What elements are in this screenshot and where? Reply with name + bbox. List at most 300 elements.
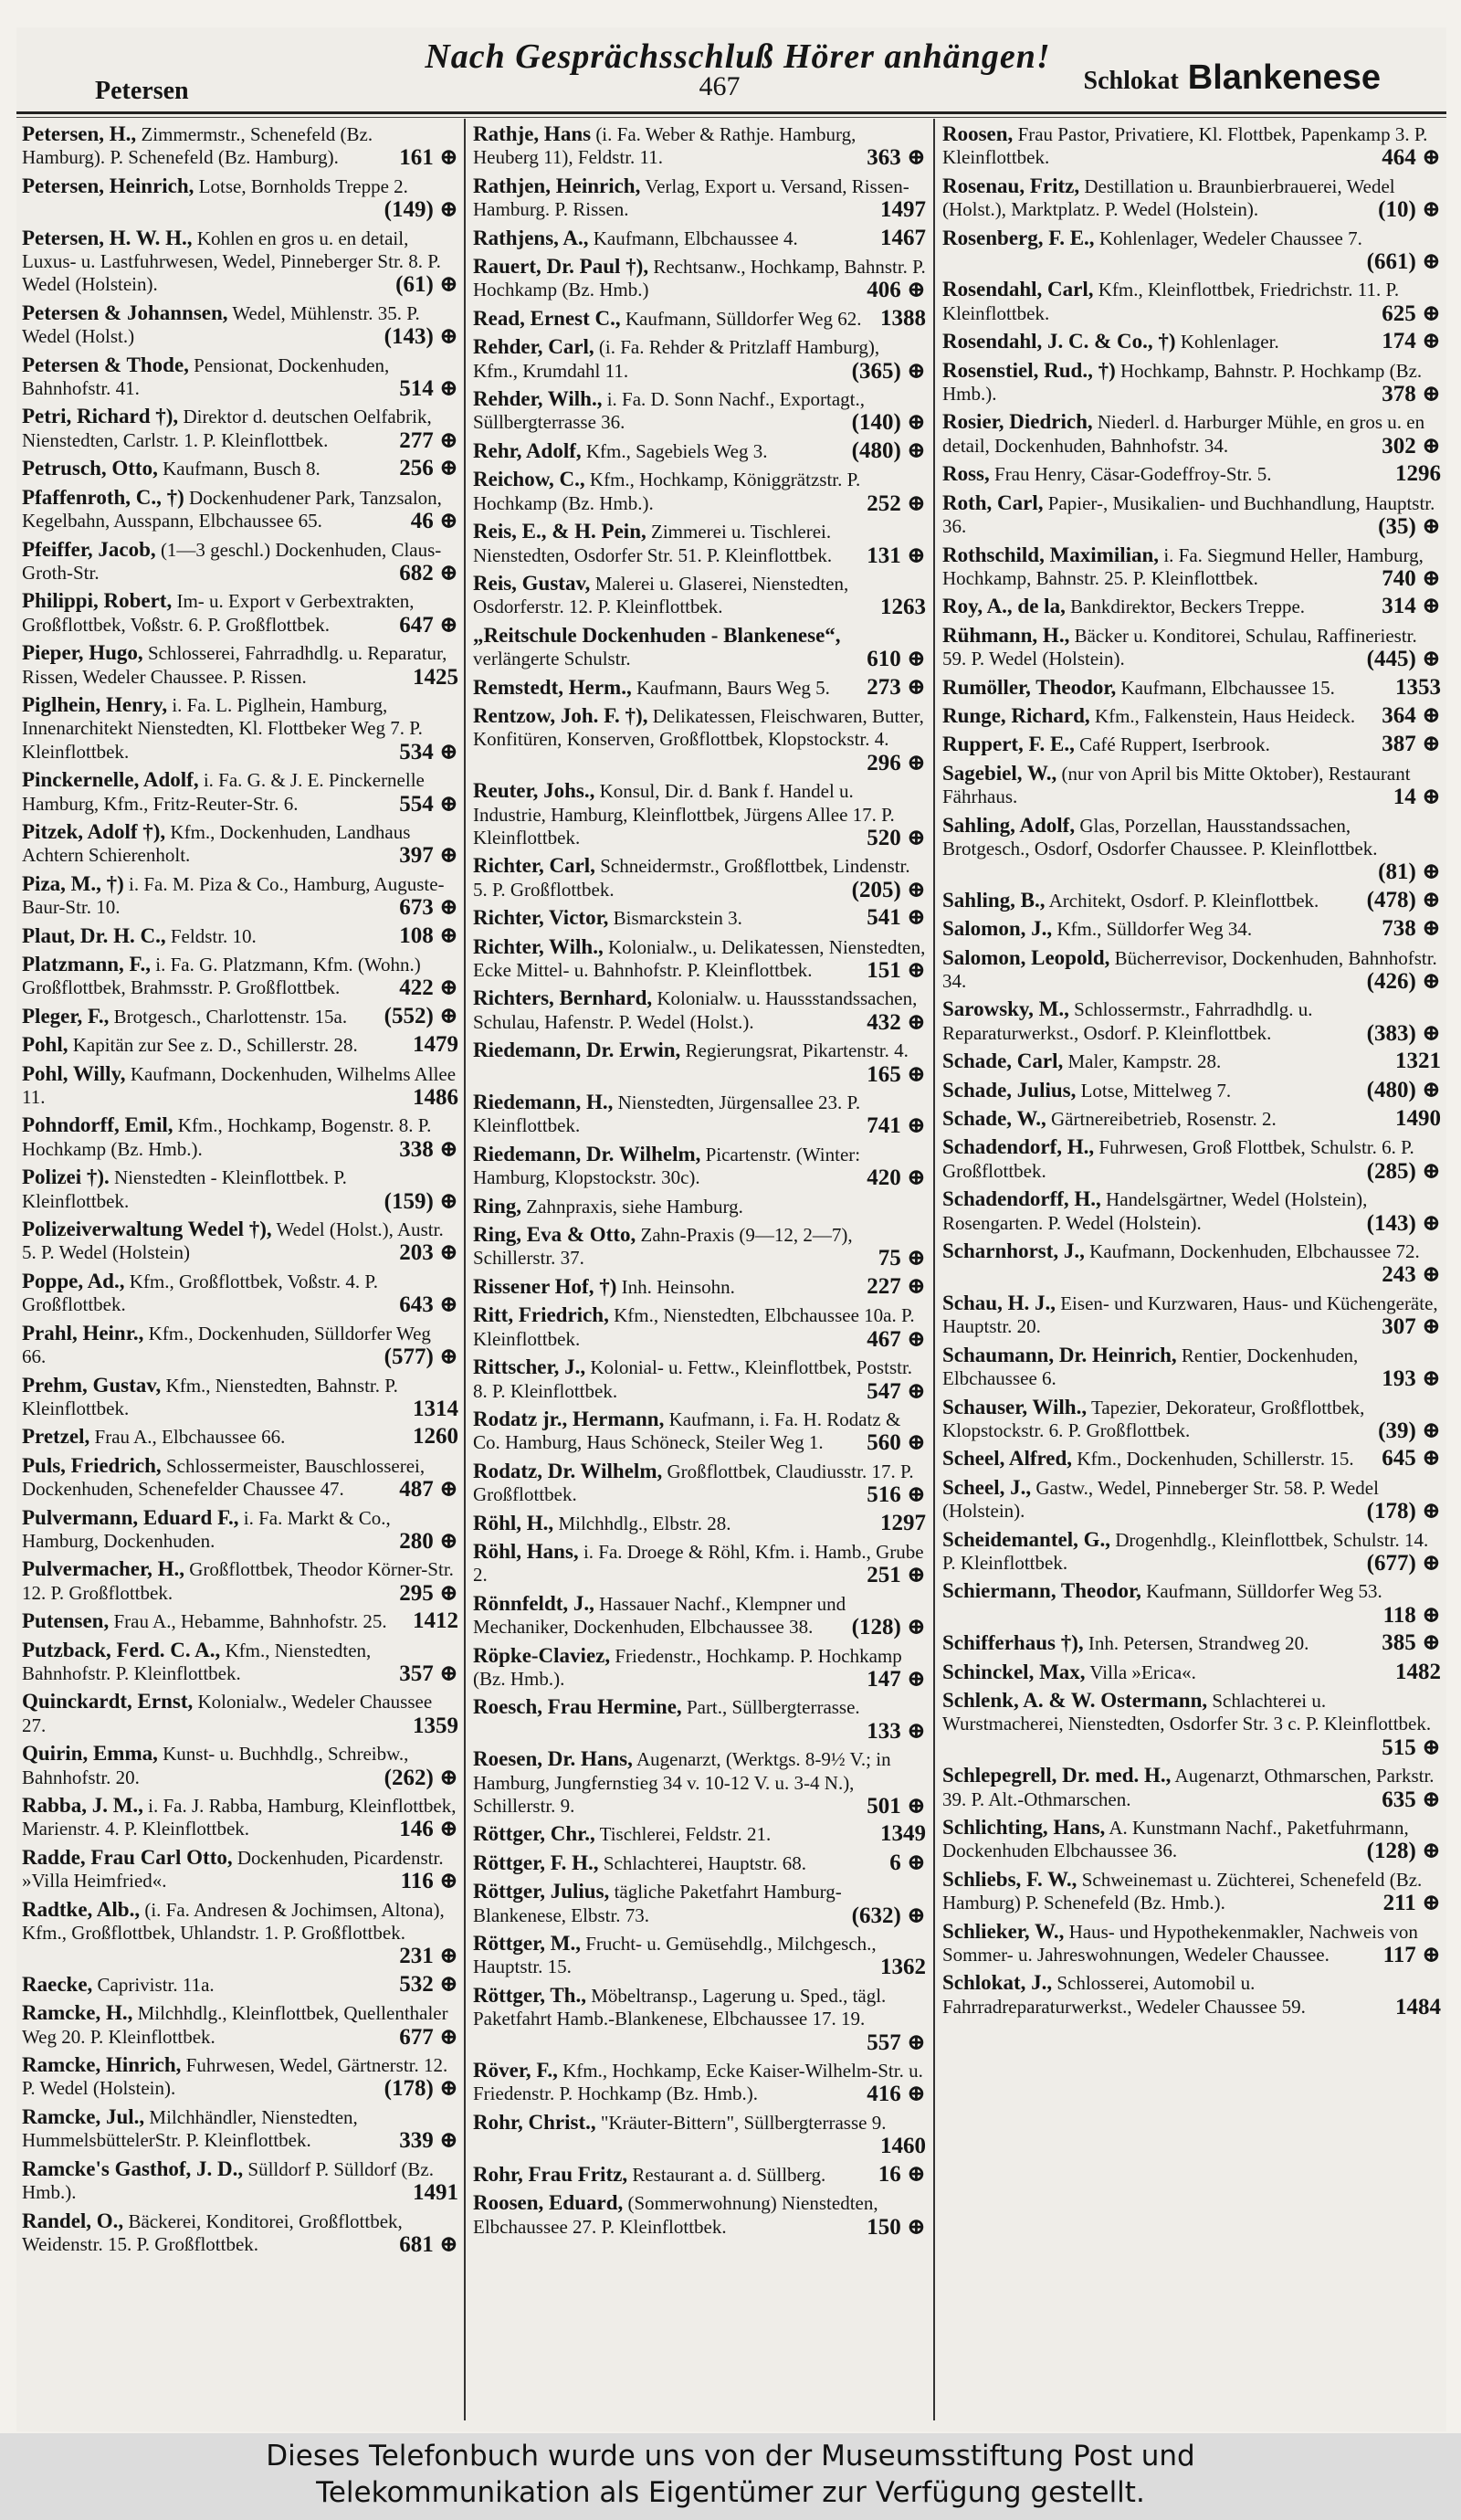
entry-details: Zahnpraxis, siehe Hamburg. (526, 1195, 743, 1218)
entry-details: Großflottbek, Theodor Körner-Str. 12. P. Großflottbek. (22, 1558, 454, 1604)
directory-entry (942, 733, 1441, 756)
entry-phone-number: 557 ⊕ (867, 2030, 926, 2055)
entry-name: Rathje, Hans (473, 122, 592, 145)
entry-name: Scheel, Alfred, (942, 1447, 1073, 1471)
entry-details: Nienstedten - Kleinflottbek. P. Kleinflottbek. (22, 1166, 347, 1212)
entry-name: Schadendorff, H., (942, 1187, 1101, 1211)
directory-entry (942, 174, 1441, 222)
left-keyword: Petersen (95, 77, 189, 105)
entry-details: A. Kunstmann Nachf., Paketfuhrmann, Dockenhuden Elbchaussee 36. (942, 1817, 1409, 1862)
entry-details: Frau A., Hebamme, Bahnhofstr. 25. (113, 1610, 387, 1633)
entry-phone-number: (677) ⊕ (1366, 1550, 1441, 1576)
entry-details: Schweinemast u. Züchterei, Schenefeld (Bz. Hamburg) P. Schenefeld (Bz. Hmb.). (942, 1868, 1423, 1914)
entry-phone-number: 625 ⊕ (1382, 301, 1441, 326)
entry-name: Richter, Victor, (473, 906, 609, 930)
entry-details: Direktor d. deutschen Oelfabrik, Nienstedten, Carlstr. 1. P. Kleinflottbek. (22, 406, 432, 451)
entry-name: Scharnhorst, J., (942, 1239, 1085, 1263)
entry-details: Picartenstr. (Winter: Hamburg, Klopstockstr. 30c). (473, 1143, 861, 1189)
entry-phone-number: (632) ⊕ (851, 1903, 926, 1928)
directory-entry (473, 704, 926, 775)
directory-entry (22, 2157, 458, 2205)
entry-details: Kfm., Kleinflottbek, Friedrichstr. 11. P. Kleinflottbek. (942, 279, 1400, 324)
directory-entry (942, 1396, 1441, 1443)
entry-details: Handelsgärtner, Wedel (Holstein), Rosengarten. P. Wedel (Holstein). (942, 1188, 1368, 1234)
entry-details: (nur von April bis Mitte Oktober), Restaurant Fährhaus. (942, 762, 1411, 808)
directory-entry (942, 1661, 1441, 1684)
entry-name: Rosendahl, J. C. & Co., †) (942, 330, 1176, 353)
directory-entry (22, 1374, 458, 1421)
entry-name: Prehm, Gustav, (22, 1373, 162, 1397)
entry-name: Röttger, F. H., (473, 1850, 599, 1874)
entry-name: Remstedt, Herm., (473, 675, 632, 699)
entry-name: Reuter, Johs., (473, 779, 595, 803)
entry-details: Wedel (Holst.), Austr. 5. P. Wedel (Holstein) (22, 1218, 444, 1264)
entry-details: Glas, Porzellan, Hausstandssachen, Brotgesch., Osdorf, Osdorfer Chaussee. P. Kleinflottbek. (942, 814, 1378, 859)
entry-phone-number: 1497 (880, 197, 926, 223)
entry-details: Frau Pastor, Privatiere, Kl. Flottbek, Papenkamp 3. P. Kleinflottbek. (942, 123, 1428, 169)
entry-name: Ramcke, H., (22, 2001, 133, 2025)
entry-phone-number: 1359 (413, 1713, 458, 1738)
entry-phone-number: 280 ⊕ (399, 1528, 458, 1554)
directory-entry (942, 1079, 1441, 1102)
entry-phone-number: 277 ⊕ (399, 427, 458, 453)
directory-entry (942, 491, 1441, 539)
entry-details: Tischlerei, Feldstr. 21. (599, 1823, 772, 1846)
entry-name: Richter, Carl, (473, 854, 595, 878)
directory-entry (942, 1868, 1441, 1915)
entry-name: Salomon, Leopold, (942, 945, 1110, 969)
entry-name: Rauert, Dr. Paul †), (473, 255, 649, 279)
header-rule-thin (16, 117, 1446, 118)
entry-details: Bücherrevisor, Dockenhuden, Bahnhofstr. 34. (942, 946, 1437, 992)
entry-name: Rohr, Frau Fritz, (473, 2162, 628, 2186)
entry-details: (i. Fa. Weber & Rathje. Hamburg, Heuberg 11), Feldstr. 11. (473, 123, 857, 169)
directory-entry (942, 462, 1441, 486)
entry-phone-number: 378 ⊕ (1382, 382, 1441, 407)
entry-details: i. Fa. J. Rabba, Hamburg, Kleinflottbek, Marienstr. 4. P. Kleinflottbek. (22, 1795, 457, 1840)
entry-name: Pretzel, (22, 1425, 90, 1449)
entry-name: Sagebiel, W., (942, 761, 1057, 785)
entry-details: Kaufmann, Busch 8. (163, 458, 321, 480)
entry-name: Pohl, (22, 1033, 68, 1057)
entry-details: tägliche Paketfahrt Hamburg-Blankenese, Elbstr. 73. (473, 1881, 842, 1926)
entry-details: (1—3 geschl.) Dockenhuden, Claus-Groth-Str. (22, 538, 442, 584)
directory-entry (22, 1165, 458, 1213)
directory-entry (22, 1218, 458, 1265)
entry-name: Rühmann, H., (942, 623, 1070, 647)
entry-details: Konsul, Dir. d. Bank f. Handel u. Industrie, Hamburg, Kleinflottbek, Jürgens Allee 17. P. Kleinflottbek. (473, 780, 895, 849)
entry-phone-number: (143) ⊕ (384, 324, 458, 350)
entry-name: Radtke, Alb., (22, 1897, 141, 1921)
directory-entry (473, 1303, 926, 1351)
entry-details: Schneidermstr., Großflottbek, Lindenstr. 5. P. Großflottbek. (473, 855, 910, 901)
directory-entry (473, 986, 926, 1034)
entry-name: Pulvermann, Eduard F., (22, 1505, 239, 1529)
entry-name: Ring, Eva & Otto, (473, 1223, 636, 1247)
entry-phone-number: 193 ⊕ (1382, 1366, 1441, 1392)
entry-name: Rohr, Christ., (473, 2110, 596, 2134)
entry-name: Pulvermacher, H., (22, 1557, 185, 1581)
entry-name: Scheidemantel, G., (942, 1527, 1110, 1551)
entry-name: Platzmann, F., (22, 953, 151, 975)
directory-entry (942, 1135, 1441, 1183)
entry-phone-number: 296 ⊕ (867, 750, 926, 775)
entry-details: Delikatessen, Fleischwaren, Butter, Konfitüren, Konserven, Großflottbek, Klopstockstr. 4. (473, 704, 924, 751)
entry-details: Frau Henry, Cäsar-Godeffroy-Str. 5. (994, 463, 1272, 486)
entry-name: Ramcke, Hinrich, (22, 2053, 182, 2077)
entry-phone-number: 363 ⊕ (867, 145, 926, 171)
directory-entry (22, 641, 458, 689)
entry-name: Riedemann, Dr. Wilhelm, (473, 1142, 701, 1165)
directory-entry (22, 405, 458, 452)
directory-entry (942, 997, 1441, 1045)
entry-name: Reis, E., & H. Pein, (473, 520, 646, 543)
entry-details: Nienstedten, Jürgensallee 23. P. Kleinflottbek. (473, 1091, 861, 1137)
entry-phone-number: 1484 (1395, 1994, 1441, 2019)
entry-phone-number: 1362 (880, 1955, 926, 1980)
entry-name: Schlieker, W., (942, 1919, 1065, 1943)
entry-phone-number: 151 ⊕ (867, 958, 926, 983)
entry-name: Pinckernelle, Adolf, (22, 768, 199, 792)
entry-details: Kfm., Großflottbek, Voßstr. 4. P. Großflottbek. (22, 1270, 378, 1316)
directory-entry (473, 307, 926, 331)
entry-details: i. Fa. G. & J. E. Pinckernelle Hamburg, Kfm., Fritz-Reuter-Str. 6. (22, 769, 425, 815)
column-2 (473, 122, 926, 2424)
entry-phone-number: 118 ⊕ (1382, 1602, 1441, 1628)
entry-phone-number: 46 ⊕ (410, 509, 458, 534)
directory-entry (473, 1195, 926, 1218)
entry-phone-number: (35) ⊕ (1378, 514, 1441, 540)
directory-entry (22, 1794, 458, 1841)
entry-name: Pieper, Hugo, (22, 641, 143, 665)
entry-details: Milchhdlg., Kleinflottbek, Quellenthaler Weg 20. P. Kleinflottbek. (22, 2002, 448, 2048)
entry-details: i. Fa. L. Piglhein, Hamburg, Innenarchitekt Nienstedten, Kl. Flottbeker Weg 7. P. Kleinflottbek. (22, 693, 423, 763)
entry-phone-number: 1349 (880, 1821, 926, 1847)
entry-name: Rodatz jr., Hermann, (473, 1407, 665, 1430)
entry-name: Reis, Gustav, (473, 571, 591, 595)
entry-phone-number: 610 ⊕ (867, 647, 926, 672)
entry-details: Gärtnereibetrieb, Rosenstr. 2. (1051, 1108, 1277, 1131)
entry-phone-number: 117 ⊕ (1382, 1943, 1441, 1968)
entry-phone-number: 1263 (880, 595, 926, 620)
entry-phone-number: 150 ⊕ (867, 2214, 926, 2240)
entry-details: Hassauer Nachf., Klempner und Mechaniker, Dockenhuden, Elbchaussee 38. (473, 1592, 846, 1639)
directory-entry (22, 820, 458, 868)
entry-name: Roy, A., de la, (942, 595, 1066, 618)
directory-entry (22, 1005, 458, 1028)
entry-details: Wedel, Mühlenstr. 35. P. Wedel (Holst.) (22, 301, 420, 348)
entry-name: Puls, Friedrich, (22, 1453, 162, 1477)
entry-phone-number: 673 ⊕ (399, 895, 458, 921)
entry-phone-number: 174 ⊕ (1382, 329, 1441, 354)
entry-phone-number: 6 ⊕ (889, 1850, 926, 1875)
directory-entry (942, 1579, 1441, 1627)
entry-details: Architekt, Osdorf. P. Kleinflottbek. (1048, 889, 1319, 912)
entry-details: Im- u. Export v Gerbextrakten, Großflottbek, Voßstr. 6. P. Großflottbek. (22, 590, 415, 636)
entry-details: Gastw., Wedel, Pinneberger Str. 58. P. Wedel (Holstein). (942, 1476, 1379, 1523)
entry-details: Kfm., Sülldorfer Weg 34. (1056, 918, 1253, 941)
entry-details: Kaufmann, Sülldorfer Weg 53. (1146, 1580, 1382, 1603)
directory-entry (473, 1592, 926, 1640)
directory-entry (22, 2053, 458, 2101)
entry-phone-number: 681 ⊕ (399, 2231, 458, 2257)
entry-phone-number: 307 ⊕ (1382, 1314, 1441, 1340)
entry-phone-number: 501 ⊕ (867, 1794, 926, 1819)
entry-phone-number: (262) ⊕ (384, 1765, 458, 1790)
directory-entry (942, 814, 1441, 884)
directory-entry (473, 2191, 926, 2239)
entry-name: Sahling, Adolf, (942, 813, 1076, 837)
entry-details: Kaufmann, i. Fa. H. Rodatz & Co. Hamburg, Haus Schöneck, Steiler Weg 1. (473, 1408, 901, 1454)
entry-phone-number: (552) ⊕ (384, 1003, 458, 1028)
directory-entry (473, 2059, 926, 2106)
entry-details: Milchhändler, Nienstedten, HummelsbüttelerStr. P. Kleinflottbek. (22, 2105, 358, 2152)
directory-entry (22, 174, 458, 222)
directory-entry (22, 2105, 458, 2153)
entry-phone-number: 251 ⊕ (867, 1563, 926, 1588)
entry-details: Kaufmann, Baurs Weg 5. (636, 676, 830, 699)
entry-phone-number: 243 ⊕ (1382, 1262, 1441, 1288)
entry-name: Reichow, C., (473, 468, 585, 491)
directory-entry (942, 917, 1441, 941)
entry-details: Milchhdlg., Elbstr. 28. (558, 1512, 731, 1534)
entry-name: Schaumann, Dr. Heinrich, (942, 1343, 1177, 1366)
directory-entry (473, 1408, 926, 1455)
entry-name: Randel, O., (22, 2209, 124, 2232)
directory-entry (942, 1920, 1441, 1967)
entry-details: i. Fa. Siegmund Heller, Hamburg, Hochkamp, Bahnstr. 25. P. Kleinflottbek. (942, 543, 1424, 589)
directory-entry (473, 1223, 926, 1271)
entry-name: Schifferhaus †), (942, 1631, 1084, 1655)
entry-name: Röver, F., (473, 2059, 558, 2082)
directory-entry (942, 1239, 1441, 1287)
entry-phone-number: (159) ⊕ (384, 1188, 458, 1214)
entry-phone-number: (577) ⊕ (384, 1344, 458, 1370)
directory-entry (22, 1425, 458, 1449)
directory-entry (942, 543, 1441, 591)
entry-details: Kolonialw. u. Haussstandssachen, Schulau, Hafenstr. P. Wedel (Holst.). (473, 987, 918, 1033)
entry-details: Kfm., Nienstedten, Bahnstr. P. Kleinflottbek. (22, 1374, 398, 1419)
directory-entry (22, 768, 458, 816)
entry-name: Schauser, Wilh., (942, 1395, 1088, 1418)
entry-name: Rissener Hof, †) (473, 1274, 617, 1298)
directory-entry (22, 1973, 458, 1997)
entry-name: Rehr, Adolf, (473, 438, 582, 462)
entry-phone-number: 147 ⊕ (867, 1666, 926, 1692)
directory-entry (942, 1528, 1441, 1576)
directory-entry (473, 2163, 926, 2187)
entry-phone-number: 231 ⊕ (399, 1944, 458, 1969)
entry-details: Bismarckstein 3. (613, 907, 742, 930)
entry-phone-number: 740 ⊕ (1382, 565, 1441, 591)
entry-name: Rodatz, Dr. Wilhelm, (473, 1459, 663, 1482)
entry-name: Rabba, J. M., (22, 1794, 143, 1817)
entry-phone-number: 464 ⊕ (1382, 145, 1441, 171)
entry-name: Rosenau, Fritz, (942, 174, 1080, 197)
entry-phone-number: 1314 (413, 1396, 458, 1421)
entry-phone-number: 741 ⊕ (867, 1113, 926, 1139)
entry-phone-number: 738 ⊕ (1382, 916, 1441, 942)
directory-entry (22, 457, 458, 480)
entry-details: Kfm., Hochkamp, Königgrätzstr. P. Hochkamp (Bz. Hmb.). (473, 469, 861, 514)
entry-phone-number: 131 ⊕ (867, 543, 926, 568)
entry-name: Schliebs, F. W., (942, 1867, 1077, 1891)
entry-phone-number: (383) ⊕ (1366, 1020, 1441, 1046)
directory-entry (473, 1143, 926, 1190)
entry-details: "Kräuter-Bittern", Süllbergterrasse 9. (600, 2111, 887, 2134)
entry-name: Pfaffenroth, C., †) (22, 485, 184, 509)
entry-details: i. Fa. D. Sonn Nachf., Exportagt., Süllbergterrasse 36. (473, 388, 865, 434)
entry-details: Schlosserei, Automobil u. Fahrradreparaturwerkst., Wedeler Chaussee 59. (942, 1972, 1306, 2018)
entry-phone-number: 560 ⊕ (867, 1430, 926, 1456)
directory-entry (22, 1062, 458, 1110)
entry-details: Kfm., Sagebiels Weg 3. (585, 439, 768, 462)
entry-phone-number: 1425 (413, 664, 458, 690)
entry-details: Kunst- u. Buchhdlg., Schreibw., Bahnhofstr. 20. (22, 1743, 409, 1788)
entry-phone-number: 211 ⊕ (1382, 1891, 1441, 1916)
entry-details: Malerei u. Glaserei, Nienstedten, Osdorferstr. 12. P. Kleinflottbek. (473, 572, 849, 618)
entry-name: Rehder, Carl, (473, 335, 594, 359)
entry-phone-number: 515 ⊕ (1382, 1734, 1441, 1760)
entry-phone-number: 645 ⊕ (1382, 1446, 1441, 1471)
directory-entry (22, 538, 458, 585)
directory-page (16, 27, 1446, 2431)
entry-phone-number: (178) ⊕ (384, 2076, 458, 2102)
entry-details: Kfm., Falkenstein, Haus Heideck. (1094, 704, 1356, 727)
entry-phone-number: 1388 (880, 305, 926, 331)
entry-details: Caprivistr. 11a. (97, 1973, 215, 1996)
entry-details: Lotse, Bornholds Treppe 2. (198, 174, 408, 197)
entry-name: „Reitschule Dockenhuden - Blankenese“, (473, 623, 841, 647)
directory-entry (942, 1049, 1441, 1073)
entry-phone-number: (61) ⊕ (395, 272, 458, 298)
entry-phone-number: 635 ⊕ (1382, 1787, 1441, 1812)
directory-entry (22, 1846, 458, 1893)
entry-details: Kohlen en gros u. en detail, Luxus- u. Lastfuhrwesen, Wedel, Pinneberger Str. 8. P. Wedel (Holstein). (22, 227, 441, 296)
directory-entry (473, 1695, 926, 1743)
entry-name: Ross, (942, 462, 990, 486)
entry-name: Riedemann, H., (473, 1091, 614, 1114)
column-3 (942, 122, 1441, 2424)
entry-phone-number: (365) ⊕ (851, 358, 926, 384)
entry-name: Philippi, Robert, (22, 589, 173, 613)
entry-phone-number: 532 ⊕ (399, 1971, 458, 1997)
entry-details: Niederl. d. Harburger Mühle, en gros u. en detail, Dockenhuden, Bahnhofstr. 34. (942, 411, 1425, 457)
directory-entry (473, 122, 926, 170)
entry-details: Fuhrwesen, Wedel, Gärtnerstr. 12. P. Wedel (Holstein). (22, 2054, 448, 2100)
directory-entry (942, 1816, 1441, 1863)
entry-details: Bäckerei, Konditorei, Großflottbek, Weidenstr. 15. P. Großflottbek. (22, 2209, 403, 2255)
entry-phone-number: 487 ⊕ (399, 1477, 458, 1503)
directory-entry (22, 1270, 458, 1317)
directory-entry (22, 872, 458, 920)
directory-entry (473, 779, 926, 849)
entry-details: Frau A., Elbchaussee 66. (94, 1426, 286, 1449)
directory-entry (473, 387, 926, 435)
entry-phone-number: 339 ⊕ (399, 2128, 458, 2154)
entry-name: Petersen, H. W. H., (22, 226, 193, 249)
directory-entry (473, 227, 926, 250)
entry-details: Zimmerei u. Tischlerei. Nienstedten, Osdorfer Str. 51. P. Kleinflottbek. (473, 521, 833, 566)
directory-entry (942, 704, 1441, 728)
directory-entry (22, 1322, 458, 1369)
entry-phone-number: 541 ⊕ (867, 905, 926, 931)
entry-details: Drogenhdlg., Kleinflottbek, Schulstr. 14. P. Kleinflottbek. (942, 1528, 1429, 1574)
entry-details: Kfm., Dockenhuden, Sülldorfer Weg 66. (22, 1322, 431, 1368)
entry-details: Destillation u. Braunbierbrauerei, Wedel (Holst.), Marktplatz. P. Wedel (Holstein). (942, 174, 1395, 221)
directory-entry (22, 2001, 458, 2049)
entry-details: Kaufmann, Elbchaussee 4. (593, 227, 798, 249)
entry-name: Rathjen, Heinrich, (473, 174, 641, 197)
entry-phone-number: 295 ⊕ (399, 1580, 458, 1606)
entry-name: Pleger, F., (22, 1004, 110, 1028)
entry-details: Kfm., Dockenhuden, Schillerstr. 15. (1077, 1448, 1354, 1471)
entry-name: Schlenk, A. & W. Ostermann, (942, 1688, 1208, 1712)
directory-entry (473, 1932, 926, 1979)
entry-details: Pensionat, Dockenhuden, Bahnhofstr. 41. (22, 353, 390, 400)
entry-phone-number: 682 ⊕ (399, 560, 458, 585)
entry-phone-number: 1297 (880, 1510, 926, 1535)
entry-phone-number: 314 ⊕ (1382, 594, 1441, 619)
directory-entry (942, 1764, 1441, 1811)
entry-name: Schau, H. J., (942, 1291, 1056, 1314)
directory-entry (473, 572, 926, 619)
entry-details: Fuhrwesen, Groß Flottbek, Schulstr. 6. P. Großflottbek. (942, 1136, 1414, 1182)
entry-name: Röttger, Chr., (473, 1822, 595, 1846)
entry-phone-number: 534 ⊕ (399, 739, 458, 764)
entry-phone-number: 338 ⊕ (399, 1136, 458, 1162)
directory-entry (22, 227, 458, 297)
entry-details: Augenarzt, (Werktgs. 8-9½ V.; in Hamburg, Jungfernstieg 34 v. 10-12 V. u. 3-4 N.), Schillerstr. 9. (473, 1748, 891, 1817)
entry-phone-number: 1260 (413, 1424, 458, 1450)
entry-details: Kaufmann, Dockenhuden, Wilhelms Allee 11. (22, 1062, 457, 1109)
entry-phone-number: 554 ⊕ (399, 791, 458, 817)
directory-entry (942, 278, 1441, 325)
entry-details: Inh. Petersen, Strandweg 20. (1088, 1632, 1309, 1655)
directory-entry (942, 1971, 1441, 2019)
entry-phone-number: (661) ⊕ (1366, 249, 1441, 275)
entry-phone-number: 227 ⊕ (867, 1273, 926, 1299)
entry-phone-number: (10) ⊕ (1378, 197, 1441, 223)
entry-phone-number: 397 ⊕ (399, 843, 458, 869)
entry-phone-number: 14 ⊕ (1393, 785, 1441, 810)
entry-name: Ruppert, F. E., (942, 733, 1075, 756)
entry-details: Augenarzt, Othmarschen, Parkstr. 39. P. Alt.-Othmarschen. (942, 1765, 1435, 1810)
entry-phone-number: (149) ⊕ (384, 197, 458, 223)
directory-entry (473, 1460, 926, 1507)
entry-phone-number: 422 ⊕ (399, 975, 458, 1001)
directory-entry (473, 1512, 926, 1535)
entry-details: Dockenhudener Park, Tanzsalon, Kegelbahn, Ausspann, Elbchaussee 65. (22, 486, 442, 532)
directory-entry (473, 676, 926, 700)
entry-name: Röttger, M., (473, 1932, 581, 1956)
entry-name: Petri, Richard †), (22, 405, 179, 428)
entry-phone-number: 1482 (1395, 1659, 1441, 1684)
entry-name: Schadendorf, H., (942, 1135, 1095, 1159)
entry-name: Rittscher, J., (473, 1355, 586, 1379)
entry-phone-number: 364 ⊕ (1382, 702, 1441, 728)
entry-phone-number: (140) ⊕ (851, 410, 926, 436)
entry-phone-number: 1321 (1395, 1049, 1441, 1074)
entry-phone-number: 520 ⊕ (867, 825, 926, 850)
entry-name: Polizei †). (22, 1165, 110, 1189)
entry-phone-number: 256 ⊕ (399, 456, 458, 481)
entry-name: Piza, M., †) (22, 871, 124, 895)
entry-details: Kaufmann, Elbchaussee 15. (1120, 676, 1335, 699)
entry-name: Pohl, Willy, (22, 1061, 126, 1085)
right-header (1084, 58, 1381, 98)
directory-entry (22, 1454, 458, 1502)
